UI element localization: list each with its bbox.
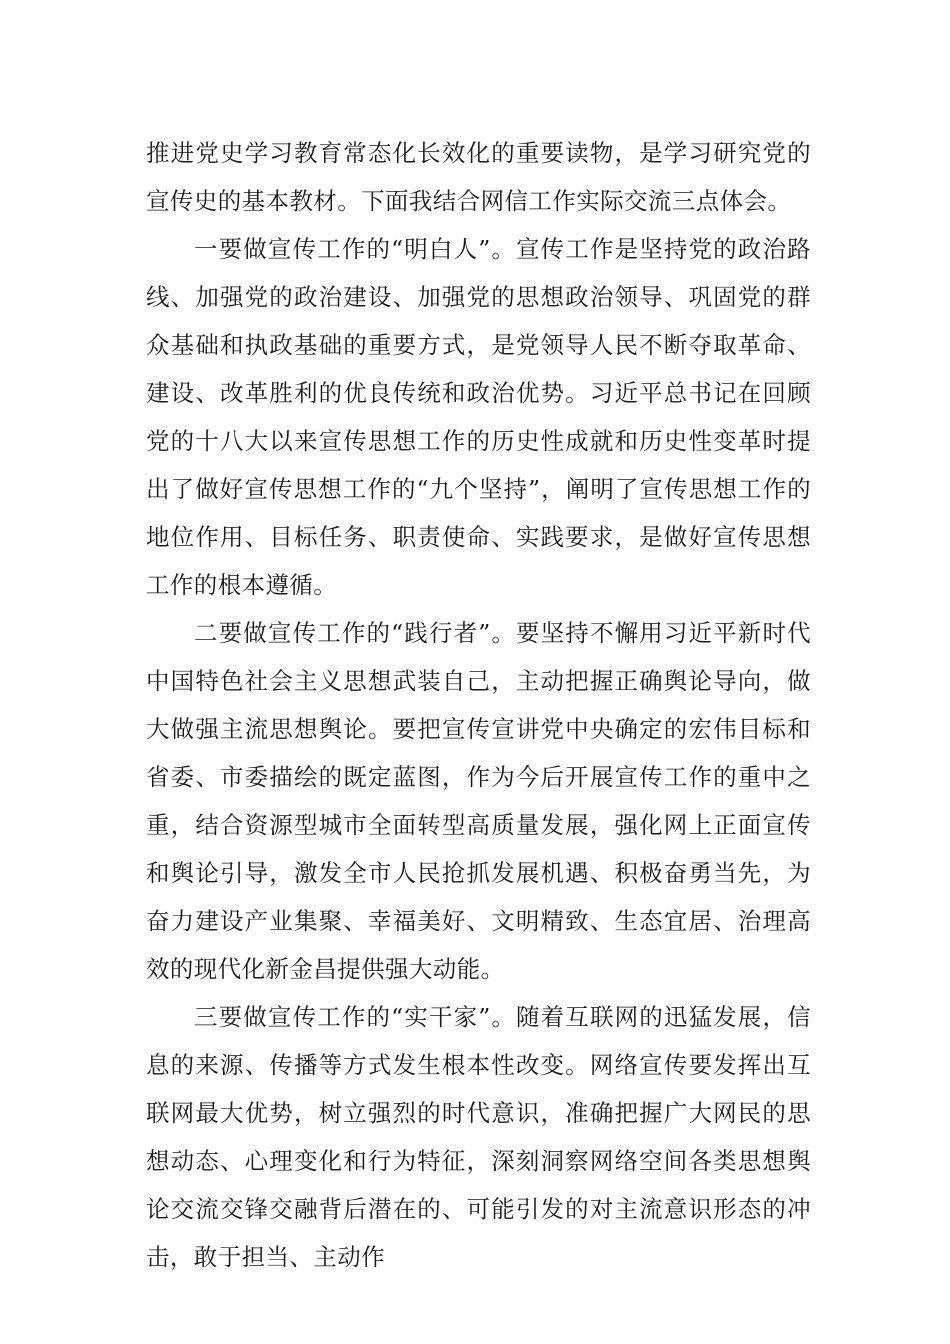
paragraph-point-three: 三要做宣传工作的“实干家”。随着互联网的迅猛发展，信息的来源、传播等方式发生根本性改变。网络宣传要发挥出互联网最大优势，树立强烈的时代意识，准确把握广大网民的思想动态、心理变化和行为特征，深刻洞察网络空间各类思想舆论交流交锋交融背后潜在的、可能引发的对主流意识形态的冲击，敢于担当、主动作 [146, 1003, 811, 1271]
document-body [146, 129, 811, 1281]
paragraph-point-one: 一要做宣传工作的“明白人”。宣传工作是坚持党的政治路线、加强党的政治建设、加强党的思想政治领导、巩固党的群众基础和执政基础的重要方式，是党领导人民不断夺取革命、建设、改革胜利的优良传统和政治优势。习近平总书记在回顾党的十八大以来宣传思想工作的历史性成就和历史性变革时提出了做好宣传思想工作的“九个坚持”，阐明了宣传思想工作的地位作用、目标任务、职责使命、实践要求，是做好宣传思想工作的根本遵循。 [146, 235, 811, 599]
paragraph-continuation: 推进党史学习教育常态化长效化的重要读物，是学习研究党的宣传史的基本教材。下面我结合网信工作实际交流三点体会。 [146, 139, 811, 215]
paragraph-point-two: 二要做宣传工作的“践行者”。要坚持不懈用习近平新时代中国特色社会主义思想武装自己，主动把握正确舆论导向，做大做强主流思想舆论。要把宣传宣讲党中央确定的宏伟目标和省委、市委描绘的既定蓝图，作为今后开展宣传工作的重中之重，结合资源型城市全面转型高质量发展，强化网上正面宣传和舆论引导，激发全市人民抢抓发展机遇、积极奋勇当先，为奋力建设产业集聚、幸福美好、文明精致、生态宜居、治理高效的现代化新金昌提供强大动能。 [146, 619, 811, 983]
